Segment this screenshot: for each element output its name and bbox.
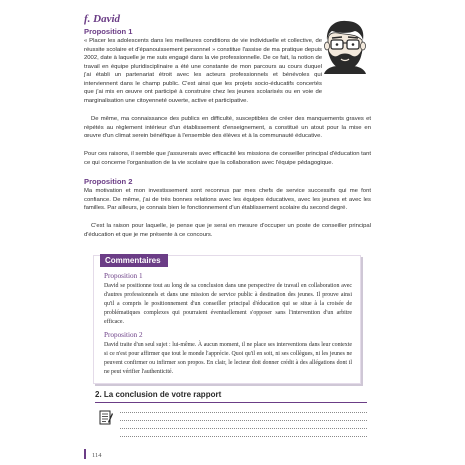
proposition-2-paragraph-1: Ma motivation et mon investissement sont reconnus par mes chefs de service successifs qui me font confiance. De même, j'ai de très bonnes relations avec les équipes éducatives, avec les jeunes et avec les familles. Par ailleurs, je connais bien le fonctionnement d'un établissement scolaire du second degré. xyxy=(84,188,371,212)
commentaire-proposition-2-text: David traite d'un seul sujet : lui-même. À aucun moment, il ne place ses interventions dans leur contexte si ce n'est pour affirmer que tout le monde l'apprécie. Quoi qu'il en soit, ni ses collègues, ni les jeunes ne peuvent confirmer ou infirmer son propos. En clair, le lecteur doit donner crédit à des allégations dont il ne peut vérifier l'authenticité. xyxy=(104,342,352,376)
conclusion-title-underline xyxy=(95,402,367,403)
proposition-1-paragraph-3: Pour ces raisons, il semble que j'assurerais avec efficacité les missions de conseiller principal d'éducation tant ce qui concerne l'organisation de la vie scolaire que la collaboration avec l'équipe pédagogique. xyxy=(84,151,371,166)
proposition-1-heading: Proposition 1 xyxy=(84,27,133,36)
proposition-1-paragraph-2: De même, ma connaissance des publics en difficulté, susceptibles de créer des manquements graves et répétés au règlement intérieur d'un établissement d'enseignement, a constitué un atout pour la mise en œuvre d'un climat serein bénéfique à l'ensemble des élèves et à la communauté éducative. xyxy=(84,116,371,140)
writing-line-1[interactable] xyxy=(120,412,367,413)
page-number-marker xyxy=(84,449,86,459)
proposition-2-paragraph-2: C'est la raison pour laquelle, je pense que je serai en mesure d'occuper un poste de conseiller principal d'éducation et que je me présente à ce concours. xyxy=(84,223,371,238)
notepad-pen-icon xyxy=(99,409,113,425)
commentaires-badge: Commentaires xyxy=(100,254,168,267)
proposition-1-paragraph-1: « Placer les adolescents dans les meilleures conditions de vie individuelle et collective, de réussite scolaire et d'épanouissement personnel » constitue l'assise de ma pratique depuis 2002, date à laquelle je me suis engagé dans la vie professionnelle. De ce fait, la notion de travail en équipe pluridisciplinaire a été une constante de mon parcours au cours duquel j'ai établi un partenariat étroit avec les acteurs professionnels et bénévoles qui interviennent dans le champ public. C'est ainsi que les projets socio-éducatifs concertés que j'ai mis en œuvre ont participé à construire chez les jeunes scolarisés ou en voie de marginalisation une citoyenneté ouverte, active et participative. xyxy=(84,38,322,104)
commentaire-proposition-2-heading: Proposition 2 xyxy=(104,331,143,339)
bearded-man-avatar-icon xyxy=(318,18,372,74)
writing-line-4[interactable] xyxy=(120,436,367,437)
commentaire-proposition-1-text: David se positionne tout au long de sa conclusion dans une perspective de travail en collaboration avec d'autres professionnels et dans une mission de service public à destination des jeunes. Il prouve ainsi qu'il a compris le positionnement d'un conseiller principal d'éducation qui se situe à la croisée de problématiques complexes qui pourraient éventuellement s'opposer sans l'intervention d'un arbitre efficace. xyxy=(104,283,352,326)
commentaire-proposition-1-heading: Proposition 1 xyxy=(104,272,143,280)
page-number: 114 xyxy=(92,452,102,459)
section-title: f. David xyxy=(84,13,121,25)
conclusion-title: 2. La conclusion de votre rapport xyxy=(95,390,222,399)
proposition-2-heading: Proposition 2 xyxy=(84,177,133,186)
writing-line-2[interactable] xyxy=(120,420,367,421)
writing-line-3[interactable] xyxy=(120,428,367,429)
